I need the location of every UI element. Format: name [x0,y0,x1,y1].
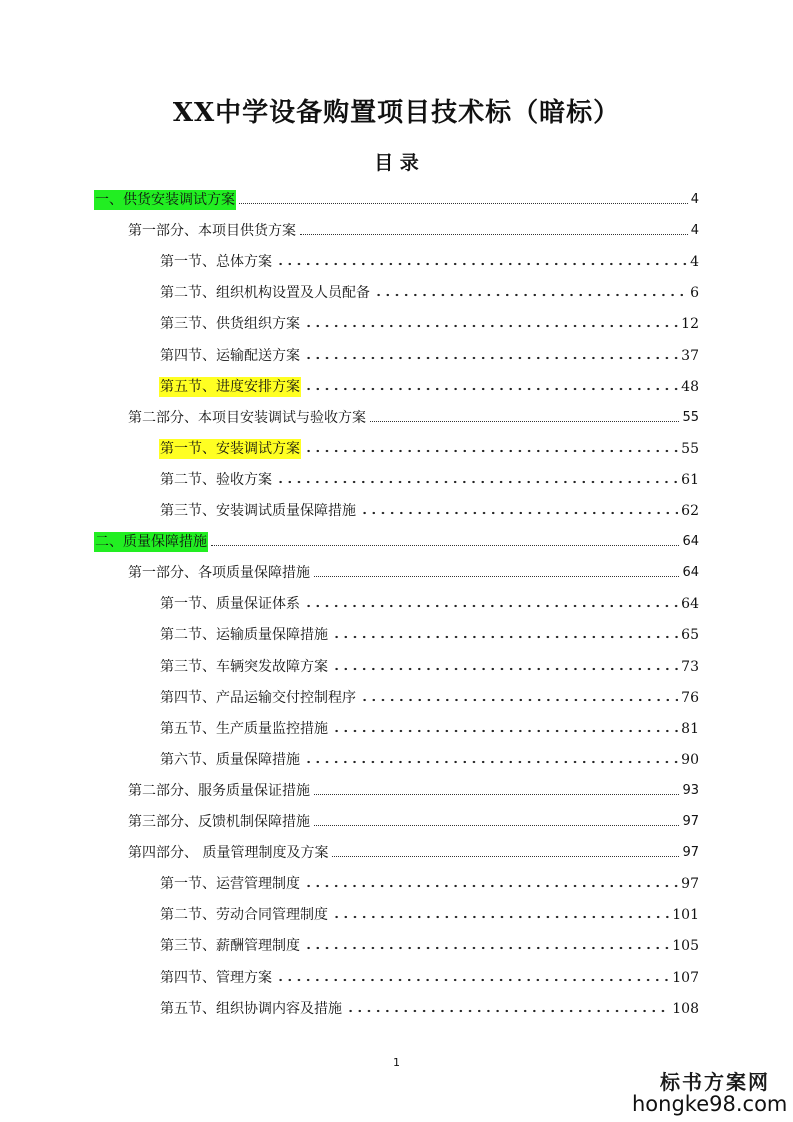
toc-entry-page: 93 [682,782,699,798]
toc-entry[interactable] [127,808,699,832]
toc-leader-dots [360,697,678,703]
toc-entry[interactable] [159,497,699,521]
toc-entry-page: 97 [682,814,699,829]
toc-entry[interactable] [159,310,699,334]
toc-leader-dots [304,355,678,361]
toc-entry-label: 第四节、运输配送方案 [160,347,300,364]
toc-leader-dots [304,323,678,329]
toc-entry[interactable] [159,373,699,397]
toc-entry[interactable] [159,870,699,894]
toc-entry-page: 4 [690,254,699,271]
toc-leader-dots [360,510,678,516]
toc-entry-page: 4 [690,192,699,207]
toc-entry[interactable] [159,279,699,303]
toc-entry-page: 65 [681,627,699,644]
document-title: XX中学设备购置项目技术标（暗标） [172,98,621,128]
toc-leader-dots [239,202,688,204]
page-number: 1 [393,1056,400,1069]
toc-leader-dots [304,386,678,392]
toc-entry-label: 第三节、薪酬管理制度 [160,938,300,955]
toc-entry-page: 55 [681,440,699,457]
toc-leader-dots [332,634,678,640]
toc-entry-page: 105 [672,938,699,955]
toc-leader-dots [332,666,678,672]
toc-entry-label: 第四节、管理方案 [160,969,272,986]
toc-entry-page: 61 [681,471,699,488]
toc-leader-dots [276,261,687,267]
toc-leader-dots [332,728,678,734]
toc-entry-label: 第二部分、本项目安装调试与验收方案 [128,409,366,426]
toc-entry[interactable] [127,217,699,241]
toc-entry-label: 第二节、组织机构设置及人员配备 [160,285,370,302]
toc-entry-label: 第三部分、反馈机制保障措施 [128,814,310,830]
toc-heading: 目 录 [374,152,419,174]
toc-entry[interactable] [159,932,699,956]
toc-entry-label: 第一部分、本项目供货方案 [128,223,296,240]
toc-entry[interactable] [127,404,699,428]
toc-entry-label: 第一部分、各项质量保障措施 [128,565,310,582]
toc-entry-label: 第五节、组织协调内容及措施 [160,1000,342,1017]
toc-leader-dots [314,575,679,577]
toc-leader-dots [374,292,687,298]
toc-entry-page: 64 [681,596,699,613]
watermark-url: hongke98.com [632,1092,788,1116]
toc-leader-dots [304,448,678,454]
toc-entry-label: 第五节、生产质量监控措施 [160,720,328,737]
toc-entry-page: 12 [681,316,699,333]
toc-leader-dots [300,233,688,235]
toc-leader-dots [304,883,678,889]
toc-entry-page: 97 [681,876,699,893]
toc-entry[interactable] [159,590,699,614]
toc-entry-label: 第二节、验收方案 [160,471,272,488]
toc-entry[interactable] [159,653,699,677]
toc-leader-dots [314,793,679,795]
toc-entry[interactable] [127,559,699,583]
toc-entry[interactable] [159,342,699,366]
toc-entry-label: 第三节、供货组织方案 [160,316,300,333]
toc-entry[interactable] [159,715,699,739]
toc-leader-dots [304,603,678,609]
toc-entry[interactable] [127,777,699,801]
toc-entry-label: 第二节、劳动合同管理制度 [160,907,328,924]
toc-entry[interactable] [159,964,699,988]
toc-entry-page: 4 [690,223,699,239]
toc-entry[interactable] [159,621,699,645]
toc-entry-page: 76 [681,689,699,706]
toc-entry[interactable] [159,248,699,272]
toc-entry[interactable] [159,684,699,708]
toc-entry-label: 第三节、车辆突发故障方案 [160,658,328,675]
toc-entry-page: 90 [681,751,699,768]
toc-entry-label: 第五节、进度安排方案 [160,378,300,395]
toc-entry-page: 81 [681,720,699,737]
toc-entry[interactable] [159,746,699,770]
toc-entry-label: 一、供货安装调试方案 [95,192,235,208]
toc-entry[interactable] [159,901,699,925]
toc-entry-page: 37 [681,347,699,364]
toc-entry-page: 64 [682,565,699,581]
toc-entry-label: 第二部分、服务质量保证措施 [128,782,310,799]
toc-entry-page: 6 [690,285,699,302]
toc-entry[interactable] [159,995,699,1019]
toc-entry-page: 101 [672,907,699,924]
toc-leader-dots [370,420,679,422]
toc-entry-label: 第四节、产品运输交付控制程序 [160,689,356,706]
toc-entry-page: 62 [681,503,699,519]
toc-entry[interactable] [94,528,699,552]
toc-entry-label: 二、质量保障措施 [95,534,207,551]
toc-entry-page: 64 [682,534,699,550]
toc-leader-dots [211,544,679,546]
toc-entry-label: 第四部分、 质量管理制度及方案 [128,845,329,862]
toc-leader-dots [276,977,669,983]
toc-entry-label: 第三节、安装调试质量保障措施 [160,503,356,519]
toc-entry[interactable] [127,839,699,863]
watermark-logo-text: 标书方案网 [660,1070,770,1094]
toc-leader-dots [304,759,678,765]
toc-leader-dots [332,855,679,857]
toc-leader-dots [276,479,678,485]
toc-leader-dots [314,824,679,826]
toc-entry-page: 48 [681,378,699,395]
toc-leader-dots [346,1008,669,1014]
toc-entry[interactable] [159,435,699,459]
toc-entry-label: 第二节、运输质量保障措施 [160,627,328,644]
toc-entry-page: 73 [681,658,699,675]
toc-entry[interactable] [94,186,699,210]
toc-entry[interactable] [159,466,699,490]
toc-entry-page: 107 [672,969,699,986]
toc-entry-label: 第一节、安装调试方案 [160,440,300,457]
toc-leader-dots [332,914,669,920]
toc-entry-label: 第一节、质量保证体系 [160,596,300,613]
toc-entry-label: 第一节、运营管理制度 [160,876,300,893]
toc-entry-page: 108 [672,1000,699,1017]
toc-entry-label: 第六节、质量保障措施 [160,751,300,768]
toc-leader-dots [304,945,669,951]
toc-entry-page: 97 [682,845,699,861]
toc-entry-label: 第一节、总体方案 [160,254,272,271]
toc-entry-page: 55 [682,409,699,425]
